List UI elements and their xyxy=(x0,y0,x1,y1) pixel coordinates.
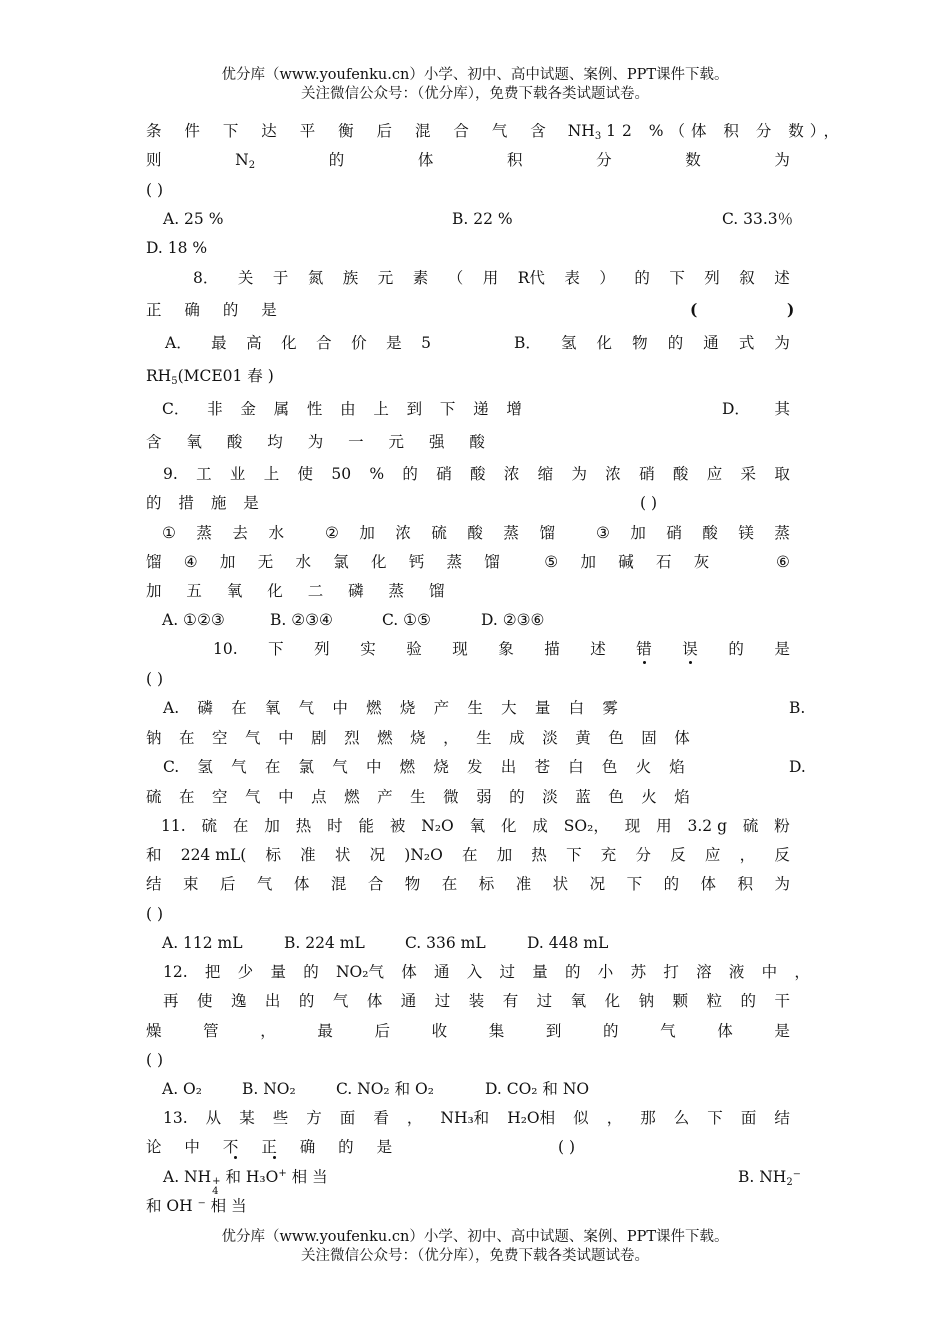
q8-stem xyxy=(193,266,790,290)
q13-line-2: 论 中 不 正 确 的 是 xyxy=(146,1138,402,1156)
q9-option-b: B. ②③④ xyxy=(270,611,333,629)
q8-word: （ xyxy=(447,269,464,287)
q11-answer-paren: ( ) xyxy=(146,905,164,923)
q10-option-d: 硫 在 空 气 中 点 燃 产 生 微 弱 的 淡 蓝 色 火 焰 xyxy=(146,788,690,806)
q8-option-b-cont: $RH_5(MCE01$ 春 ) xyxy=(146,367,274,387)
q8-word: 述 xyxy=(774,269,790,287)
q7-word: 的 xyxy=(328,151,345,169)
q8-word: 列 xyxy=(704,269,720,287)
q10-stem: 10. 下 列 实 验 现 象 描 述 错 误 的 是 xyxy=(213,637,790,661)
q13-answer-paren: ( ) xyxy=(558,1138,576,1156)
q13-emphasis-word: 正 xyxy=(261,1138,286,1156)
q8-option-b: B． 氢 化 物 的 通 式 为 xyxy=(514,334,790,352)
q9-choices-line-1: ① 蒸 去 水 ② 加 浓 硫 酸 蒸 馏 ③ 加 硝 酸 镁 蒸 xyxy=(162,524,790,542)
q11-option-c: C. 336 mL xyxy=(405,934,486,952)
q7-option-c: C. 33.3％ xyxy=(722,210,794,228)
q9-answer-paren: ( ) xyxy=(640,494,658,512)
q8-paren-open: ( xyxy=(690,300,698,319)
q8-number: 8． xyxy=(193,269,219,287)
q11-option-a: A. 112 mL xyxy=(162,934,243,952)
q8-word: 用 xyxy=(482,269,499,287)
q8-word: 素 xyxy=(412,269,429,287)
q7-option-b: B. 22 % xyxy=(452,210,513,228)
q12-answer-paren: ( ) xyxy=(146,1051,164,1069)
q9-option-d: D. ②③⑥ xyxy=(481,611,545,629)
q10-option-b-label: B. xyxy=(789,699,806,717)
q10-emphasis-word: 误 xyxy=(682,637,698,661)
q7-word: 体 xyxy=(417,151,434,169)
q12-option-c: C. NO₂ 和 O₂ xyxy=(336,1080,434,1098)
header-line-1: 优分库（www.youfenku.cn）小学、初中、高中试题、案例、PPT课件下载。 xyxy=(221,67,729,83)
q12-option-b: B. NO₂ xyxy=(242,1080,296,1098)
q7-word: 分 xyxy=(596,151,612,169)
q11-line-2: 和 224 mL( 标 准 状 况 )N₂O 在 加 热 下 充 分 反 应 ， 反 xyxy=(146,846,790,864)
q7-line-1 xyxy=(146,119,846,143)
q10-option-a: A. 磷 在 氧 气 中 燃 烧 产 生 大 量 白 雾 xyxy=(163,699,618,717)
q7-line-2 xyxy=(146,148,790,172)
q7-word: 为 xyxy=(774,151,790,169)
q11-line-1: 11. 硫 在 加 热 时 能 被 N₂O 氧 化 成 SO₂， 现 用 3.2 g 硫 粉 xyxy=(161,817,790,835)
q8-option-c: C． 非 金 属 性 由 上 到 下 递 增 xyxy=(162,400,522,418)
q10-option-d-label: D. xyxy=(789,758,806,776)
header-line-2: 关注微信公众号：（优分库），免费下载各类试题试卷。 xyxy=(301,86,649,102)
q7-word: 积 xyxy=(506,151,523,169)
q12-line-1: 12. 把 少 量 的 NO₂气 体 通 入 过 量 的 小 苏 打 溶 液 中 ， xyxy=(163,963,810,981)
q9-stem-2: 的 措 施 是 xyxy=(146,494,265,512)
q8-word: 的 xyxy=(634,269,650,287)
q7-text: 条 件 下 达 平 衡 后 混 合 气 含 xyxy=(146,122,555,140)
q8-option-d-cont: 含 氧 酸 均 为 一 元 强 酸 xyxy=(146,433,495,451)
q7-formula-n2: $N_2$ xyxy=(235,151,256,171)
q8-word: R代 xyxy=(517,269,545,287)
q7-subscript: 3 xyxy=(594,131,602,142)
q8-word: 于 xyxy=(272,269,289,287)
q12-option-d: D. CO₂ 和 NO xyxy=(485,1080,590,1098)
q9-stem: 9. 工 业 上 使 50 % 的 硝 酸 浓 缩 为 浓 硝 酸 应 采 取 xyxy=(163,465,790,483)
q8-word: ） xyxy=(599,269,615,287)
q12-line-2: 再 使 逸 出 的 气 体 通 过 装 有 过 氧 化 钠 颗 粒 的 干 xyxy=(163,992,790,1010)
q9-option-c: C. ①⑤ xyxy=(382,611,431,629)
q13-line-1: 13. 从 某 些 方 面 看 ， NH₃和 H₂O相 似 ， 那 么 下 面 结 xyxy=(163,1109,790,1127)
q11-option-d: D. 448 mL xyxy=(527,934,609,952)
q8-paren-close: ) xyxy=(787,300,795,319)
q10-emphasis-word: 错 xyxy=(636,637,652,661)
q12-option-a: A. O₂ xyxy=(162,1080,202,1098)
q7-option-a: A. 25 % xyxy=(163,210,224,228)
q8-option-d: D． 其 xyxy=(722,400,790,418)
q8-word: 族 xyxy=(342,269,359,287)
q8-word: 关 xyxy=(237,269,254,287)
q7-answer-paren: ( ) xyxy=(146,181,164,199)
q11-line-3: 结 束 后 气 体 混 合 物 在 标 准 状 况 下 的 体 积 为 xyxy=(146,875,790,893)
q13-emphasis-word: 不 xyxy=(222,1138,248,1156)
q7-word: 则 xyxy=(146,151,162,169)
q8-word: 表 xyxy=(564,269,580,287)
q7-text-2: 12 %（体 积 分 数）， xyxy=(606,122,846,140)
q13-option-a: A. NH + 4 和 H₃O+ 相 当 xyxy=(163,1168,328,1197)
q8-word: 元 xyxy=(377,269,394,287)
q9-option-a: A. ①②③ xyxy=(162,611,225,629)
q7-formula: NH xyxy=(567,122,595,140)
q8-word: 氮 xyxy=(307,269,324,287)
q7-word: 数 xyxy=(685,151,701,169)
q10-option-c: C. 氢 气 在 氯 气 中 燃 烧 发 出 苍 白 色 火 焰 xyxy=(163,758,685,776)
page-footer xyxy=(0,1228,950,1266)
q13-option-b: B. $NH_2^-$ xyxy=(738,1168,801,1188)
q8-word: 叙 xyxy=(739,269,755,287)
q7-option-d: D. 18 % xyxy=(146,239,208,257)
q9-choices-line-2: 馏 ④ 加 无 水 氯 化 钙 蒸 馏 ⑤ 加 碱 石 灰 ⑥ xyxy=(146,553,790,571)
q11-option-b: B. 224 mL xyxy=(284,934,365,952)
q10-answer-paren: ( ) xyxy=(146,670,164,688)
q9-choices-line-3: 加 五 氧 化 二 磷 蒸 馏 xyxy=(146,582,455,600)
footer-line-2: 关注微信公众号：（优分库），免费下载各类试题试卷。 xyxy=(301,1248,649,1264)
q10-option-b: 钠 在 空 气 中 剧 烈 燃 烧 ， 生 成 淡 黄 色 固 体 xyxy=(146,729,690,747)
page-header xyxy=(0,66,950,104)
q8-option-a: A． 最 高 化 合 价 是 5 xyxy=(165,334,431,352)
q8-word: 下 xyxy=(669,269,685,287)
footer-line-1: 优分库（www.youfenku.cn）小学、初中、高中试题、案例、PPT课件下载。 xyxy=(221,1229,729,1245)
q12-line-3: 燥 管 ， 最 后 收 集 到 的 气 体 是 xyxy=(146,1022,790,1040)
q8-stem-2: 正 确 的 是 xyxy=(146,301,286,319)
q13-option-b-cont: 和 OH ⁻ 相 当 xyxy=(146,1197,247,1215)
